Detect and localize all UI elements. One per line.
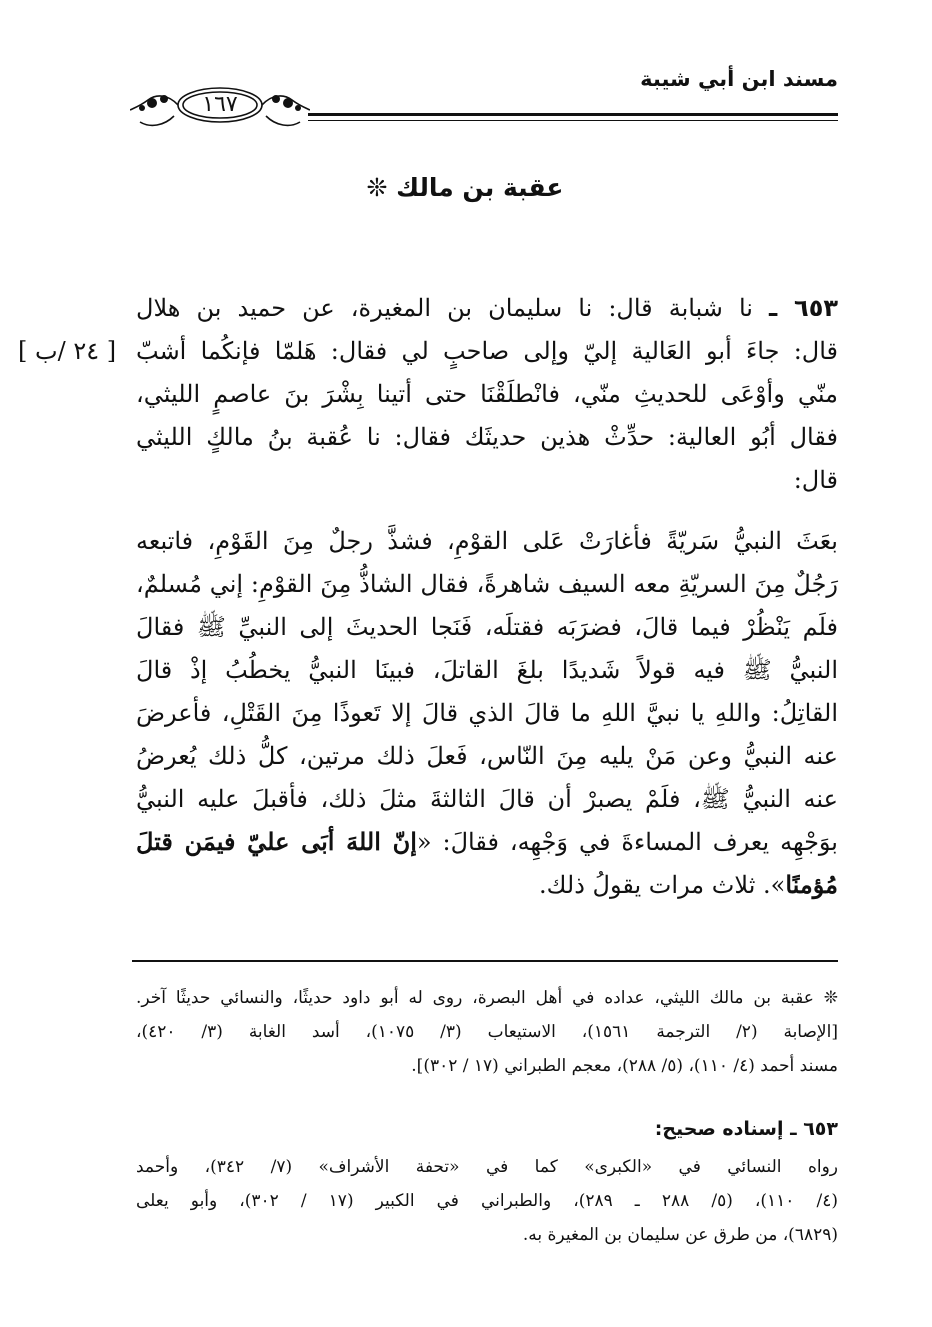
hadith-line: بعَثَ النبيُّ سَريّةً فأغارَتْ عَلى القوْمِ، فشذَّ رجلٌ مِنَ القَوْمِ، فاتبعه <box>136 527 838 555</box>
hadith-line <box>136 823 838 861</box>
grading-line: رواه النسائي في «الكبرى» كما في «تحفة الأشراف» (٧/ ٣٤٢)، وأحمد <box>136 1157 839 1177</box>
footnote-line: [الإصابة (٢/ الترجمة ١٥٦١)، الاستيعاب (٣/ ١٠٧٥)، أسد الغابة (٣/ ٤٢٠)، <box>136 1022 838 1042</box>
hadith-line: قال: جاءَ أبو العَالية إليّ وإلى صاحبٍ لي فقال: هَلمّا فإنكُما أشبّ <box>136 337 838 365</box>
footnote-separator <box>132 960 838 962</box>
grading-line: (٤/ ١١٠)، (٥/ ٢٨٨ ـ ٢٨٩)، والطبراني في الكبير (١٧ / ٣٠٢)، وأبو يعلى <box>136 1191 838 1211</box>
hadith-line: النبيُّ ﷺ فيه قولاً شَديدًا بلغَ القاتلَ، فبينَا النبيُّ يخطُبُ إذْ قالَ <box>136 656 838 684</box>
hadith-line <box>136 289 838 327</box>
hadith-text: بوَجْهِه يعرف المساءةَ في وَجْهِه، فقالَ: « <box>416 828 838 856</box>
hadith-quote-bold: مُؤمنًا <box>785 870 838 899</box>
hadith-line <box>136 866 838 904</box>
footnote-line: ❊ عقبة بن مالك الليثي، عداده في أهل البصرة، روى له أبو داود حديثًا، والنسائي حديثًا آخر. <box>136 988 838 1008</box>
hadith-number: ٦٥٣ ـ <box>769 294 838 322</box>
manuscript-folio-reference: [ ٢٤ /ب ] <box>18 337 117 365</box>
hadith-line: رَجُلٌ مِنَ السريّةِ معه السيف شاهرةً، فقال الشاذُّ مِنَ القوْمِ: إني مُسلمٌ، <box>136 570 838 598</box>
hadith-quote-bold: إنّ اللهَ أبَى عليّ فيمَن قتلَ <box>136 827 417 856</box>
page-number: ١٦٧ <box>202 92 238 117</box>
header-rule-thin <box>308 120 838 121</box>
grading-heading: ٦٥٣ ـ إسناده صحيح: <box>654 1118 838 1140</box>
hadith-line: قال: <box>793 466 838 494</box>
section-title: عقبة بن مالك ❊ <box>366 173 564 202</box>
hadith-line: عنه النبيُّ ﷺ، فلَمْ يصبرْ أن قالَ الثالثةَ مثلَ ذلك، فأقبلَ عليه النبيُّ <box>136 785 838 813</box>
header-rule <box>308 113 838 116</box>
grading-line: (٦٨٢٩)، من طرق عن سليمان بن المغيرة به. <box>522 1225 838 1245</box>
footnote-line: مسند أحمد (٤/ ١١٠)، (٥/ ٢٨٨)، معجم الطبراني (١٧ / ٣٠٢)]. <box>411 1056 838 1076</box>
hadith-line: منّي وأوْعَى للحديثِ منّي، فانْطلَقْنَا حتى أتينا بِشْرَ بنَ عاصمٍ الليثي، <box>136 380 838 408</box>
hadith-line: عنه النبيُّ وعن مَنْ يليه مِنَ النّاس، فَعلَ ذلك مرتين، كلُّ ذلك يُعرضُ <box>136 742 838 770</box>
hadith-line: فقال أبُو العالية: حدِّثْ هذين حديثَك فقال: نا عُقبة بنُ مالكٍ الليثي <box>136 423 838 451</box>
hadith-text: ». ثلاث مرات يقولُ ذلك. <box>539 871 786 899</box>
hadith-text: نا شبابة قال: نا سليمان بن المغيرة، عن حميد بن هلال <box>136 294 753 322</box>
running-header-title: مسند ابن أبي شيبة <box>640 67 838 91</box>
hadith-line: القاتِلُ: واللهِ يا نبيَّ اللهِ ما قالَ الذي قالَ إلا تَعوذًا مِنَ القَتْلِ، فأعرضَ <box>136 699 838 727</box>
hadith-line: فلَم يَنْظُرْ فيما قالَ، فضرَبَه فقتلَه، فَنَجا الحديثَ إلى النبيِّ ﷺ فقالَ <box>136 613 838 641</box>
